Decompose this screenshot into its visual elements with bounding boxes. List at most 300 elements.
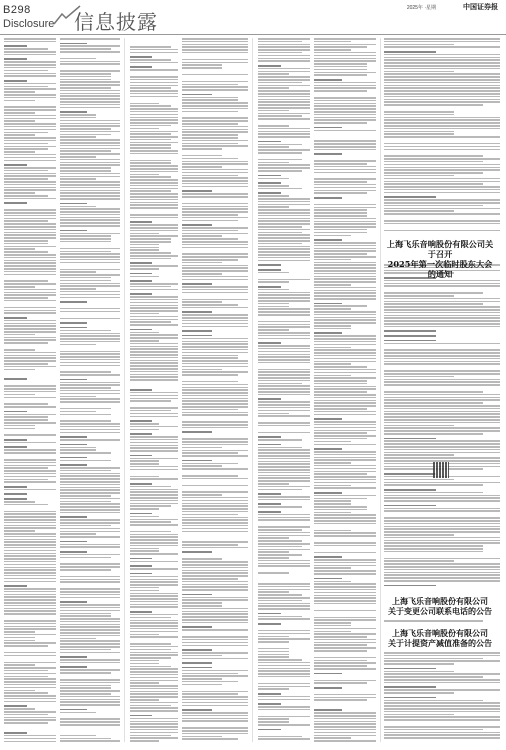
text-line [258,260,310,262]
text-line [384,76,500,78]
text-line [182,564,248,566]
text-line [384,411,500,413]
text-line [60,114,96,116]
text-line [258,656,289,658]
text-line [182,715,248,717]
text-line [60,101,120,103]
text-line [60,475,120,477]
text-line [258,362,310,364]
text-line [60,384,120,386]
text-line [130,553,178,555]
text-line [182,224,212,226]
announcement-body-1 [384,264,500,590]
announcement-body-3 [384,652,500,742]
text-line [384,697,436,699]
text-line [130,521,171,523]
text-line [60,621,120,623]
text-line [384,397,500,399]
text-line [314,386,376,388]
text-line [4,240,48,242]
text-line [60,701,120,703]
text-line [258,144,302,146]
text-line [4,51,56,53]
text-line [258,248,310,250]
text-line [314,325,351,327]
text-line [314,242,376,244]
text-line [384,85,500,87]
text-line [384,563,500,565]
text-line [182,46,248,48]
text-line [130,710,178,712]
text-line [130,199,178,201]
text-line [182,444,248,446]
text-line [182,485,248,487]
text-line [258,229,310,231]
text-line [130,489,178,491]
text-line [130,133,171,135]
text-line [130,536,178,538]
text-line [258,449,310,451]
text-line [4,342,48,344]
text-line [4,143,48,145]
text-line [4,41,56,43]
text-line [4,320,56,322]
text-line [314,74,367,76]
header-rule [0,34,506,35]
text-line [130,262,152,264]
text-line [384,454,454,456]
text-line [130,119,178,121]
text-line [314,573,376,575]
text-line [4,262,56,264]
text-line [314,361,376,363]
text-line [258,58,310,60]
text-line [4,738,56,740]
text-line [384,340,436,342]
text-line [314,358,376,360]
text-line [130,46,171,48]
text-line [130,283,178,285]
text-line [384,449,500,451]
text-line [384,104,483,106]
text-line [384,146,500,148]
text-line [258,68,310,70]
text-line [182,317,248,319]
text-line [314,270,376,272]
text-line [130,85,178,87]
text-line [258,455,310,457]
text-line [258,410,310,412]
text-line [182,639,248,641]
text-line [130,663,159,665]
text-line [4,226,56,228]
text-line [314,570,376,572]
text-line [4,493,27,495]
text-line [258,709,310,711]
text-line [130,62,178,64]
text-line [258,394,310,396]
text-line [4,363,48,365]
text-line [4,294,56,296]
text-line [314,628,376,630]
text-line [384,726,500,728]
text-line [314,87,376,89]
text-line [130,677,178,679]
text-line [60,696,120,698]
text-line [60,724,120,726]
text-line [130,171,178,173]
text-line [130,204,178,206]
text-line [384,574,500,576]
text-line [314,441,351,443]
text-line [384,320,500,322]
text-line [314,718,376,720]
text-line [4,722,48,724]
text-line [384,161,483,163]
text-line [258,286,281,288]
text-line [4,572,56,574]
text-line [4,234,56,236]
text-line [258,605,310,607]
text-line [60,318,120,320]
text-line [314,545,376,547]
text-line [60,285,120,287]
text-line [60,341,120,343]
text-line [258,215,310,217]
text-line [314,471,376,473]
text-line [60,219,120,221]
text-line [4,701,56,703]
text-line [384,136,500,138]
text-line [314,581,351,583]
text-line [258,354,310,356]
text-line [314,451,376,453]
text-line [4,544,56,546]
text-line [182,605,222,607]
text-line [314,665,367,667]
text-line [130,447,178,449]
text-line [60,230,87,232]
text-line [130,368,178,370]
text-line [314,726,376,728]
text-line [258,493,281,495]
text-line [60,498,120,500]
text-line [258,668,310,670]
text-line [130,622,178,624]
text-line [182,389,248,391]
text-line [130,604,178,606]
text-line [182,247,248,249]
text-line [4,181,56,183]
text-line [130,455,152,457]
text-line [4,501,35,503]
text-line [130,305,178,307]
text-line [130,693,178,695]
text-line [182,314,248,316]
text-line [4,164,27,166]
text-line [384,349,500,351]
text-line [130,534,178,536]
text-line [4,198,56,200]
text-line [314,562,376,564]
text-line [258,152,302,154]
text-line [4,550,56,552]
text-line [130,142,178,144]
text-line [182,500,248,502]
text-line [60,150,111,152]
text-line [314,239,342,241]
text-column-3 [130,38,178,742]
text-line [60,588,120,590]
text-line [130,400,171,402]
text-line [130,413,178,415]
text-line [314,418,342,420]
text-line [258,175,281,177]
text-line [384,534,454,536]
text-line [4,126,56,128]
text-line [60,478,120,480]
text-line [258,589,310,591]
text-line [130,235,178,237]
text-line [60,344,96,346]
text-line [182,658,248,660]
text-line [258,591,289,593]
text-line [384,526,500,528]
text-line [4,220,48,222]
text-line [314,535,376,537]
text-line [182,684,222,686]
text-line [384,335,436,337]
text-line [258,237,310,239]
text-line [60,225,120,227]
text-line [60,506,120,508]
text-line [182,276,248,278]
text-line [130,508,159,510]
text-line [130,76,178,78]
text-line [60,291,120,293]
text-line [384,495,500,497]
text-line [314,732,376,734]
text-line [384,93,500,95]
text-line [182,166,222,168]
text-line [182,642,248,644]
text-line [60,662,120,664]
text-line [130,395,178,397]
text-line [182,738,238,740]
text-line [258,563,310,565]
text-line [314,492,342,494]
text-line [182,44,248,46]
text-line [4,676,48,678]
text-line [60,356,120,358]
text-line [130,548,159,550]
text-line [384,566,500,568]
text-line [130,524,178,526]
text-line [384,181,500,183]
text-line [130,87,171,89]
text-line [60,359,120,361]
text-line [384,577,500,579]
text-line [384,101,500,103]
text-line [314,169,376,171]
text-line [182,602,222,604]
text-line [258,683,310,685]
text-line [258,118,310,120]
text-line [130,620,178,622]
text-line [182,705,248,707]
text-line [130,241,171,243]
text-line [60,159,120,161]
text-line [258,686,310,688]
text-line [60,525,111,527]
text-line [182,392,248,394]
text-line [314,63,367,65]
text-line [60,259,120,261]
text-line [258,706,310,708]
text-line [4,626,56,628]
text-line [384,230,500,232]
text-line [130,469,178,471]
text-line [314,341,376,343]
text-line [384,323,500,325]
text-line [60,669,120,671]
text-line [258,359,310,361]
text-line [60,533,96,535]
text-line [60,214,120,216]
text-line [60,387,111,389]
column-divider [252,38,253,742]
text-line [258,388,310,390]
text-line [4,289,56,291]
text-line [4,527,56,529]
text-line [314,317,376,319]
text-line [182,406,248,408]
text-line [4,741,56,742]
text-line [384,379,500,381]
text-line [384,479,454,481]
text-line [384,430,500,432]
text-line [4,416,48,418]
text-line [130,433,152,435]
text-line [4,690,35,692]
text-line [60,492,120,494]
text-line [182,503,248,505]
text-line [4,148,48,150]
text-line [258,398,281,400]
text-line [384,652,500,654]
text-line [130,740,159,742]
text-line [130,576,178,578]
text-line [258,483,289,485]
text-line [130,657,171,659]
text-line [258,436,281,438]
text-line [258,87,289,89]
text-line [60,235,111,237]
text-line [314,287,376,289]
text-line [60,190,120,192]
text-line [258,594,302,596]
text-line [60,95,120,97]
text-line [130,371,178,373]
text-line [4,123,56,125]
text-line [4,218,56,220]
text-line [258,85,310,87]
text-line [314,181,367,183]
text-line [4,541,56,543]
text-line [384,199,500,201]
text-line [182,286,248,288]
text-line [130,491,178,493]
text-line [384,500,500,502]
text-line [258,369,310,371]
text-line [130,207,178,209]
text-line [258,65,281,67]
text-line [4,452,56,454]
text-line [4,486,27,488]
text-line [182,307,248,309]
text-line [60,139,120,141]
text-line [384,508,500,510]
text-line [258,475,310,477]
text-line [130,310,178,312]
text-line [314,680,376,682]
text-line [130,426,178,428]
text-line [130,103,159,105]
text-line [314,49,351,51]
text-line [4,536,56,538]
text-line [4,547,56,549]
text-line [258,101,310,103]
text-line [60,280,111,282]
text-line [130,478,178,480]
text-line [60,635,120,637]
text-line [130,136,178,138]
text-line [4,397,56,399]
text-line [130,49,178,51]
text-line [384,82,500,84]
text-line [314,408,367,410]
text-line [258,79,310,81]
text-line [314,435,376,437]
text-line [4,581,56,583]
text-line [258,115,302,117]
text-line [182,211,248,213]
text-line [130,160,171,162]
text-line [130,249,159,251]
text-line [4,588,56,590]
text-line [60,569,111,571]
text-line [4,229,56,231]
text-line [60,495,111,497]
text-column-2 [60,38,120,742]
text-line [384,183,483,185]
text-line [60,98,120,100]
text-line [384,54,500,56]
text-line [60,63,120,65]
text-line [182,190,212,192]
text-line [384,572,500,574]
text-line [258,407,310,409]
text-line [314,673,342,675]
text-column-4 [182,38,248,742]
text-line [314,344,376,346]
text-line [130,568,178,570]
text-line [384,326,500,328]
text-line [258,52,302,54]
text-line [60,444,87,446]
text-line [60,173,120,175]
text-line [258,696,310,698]
